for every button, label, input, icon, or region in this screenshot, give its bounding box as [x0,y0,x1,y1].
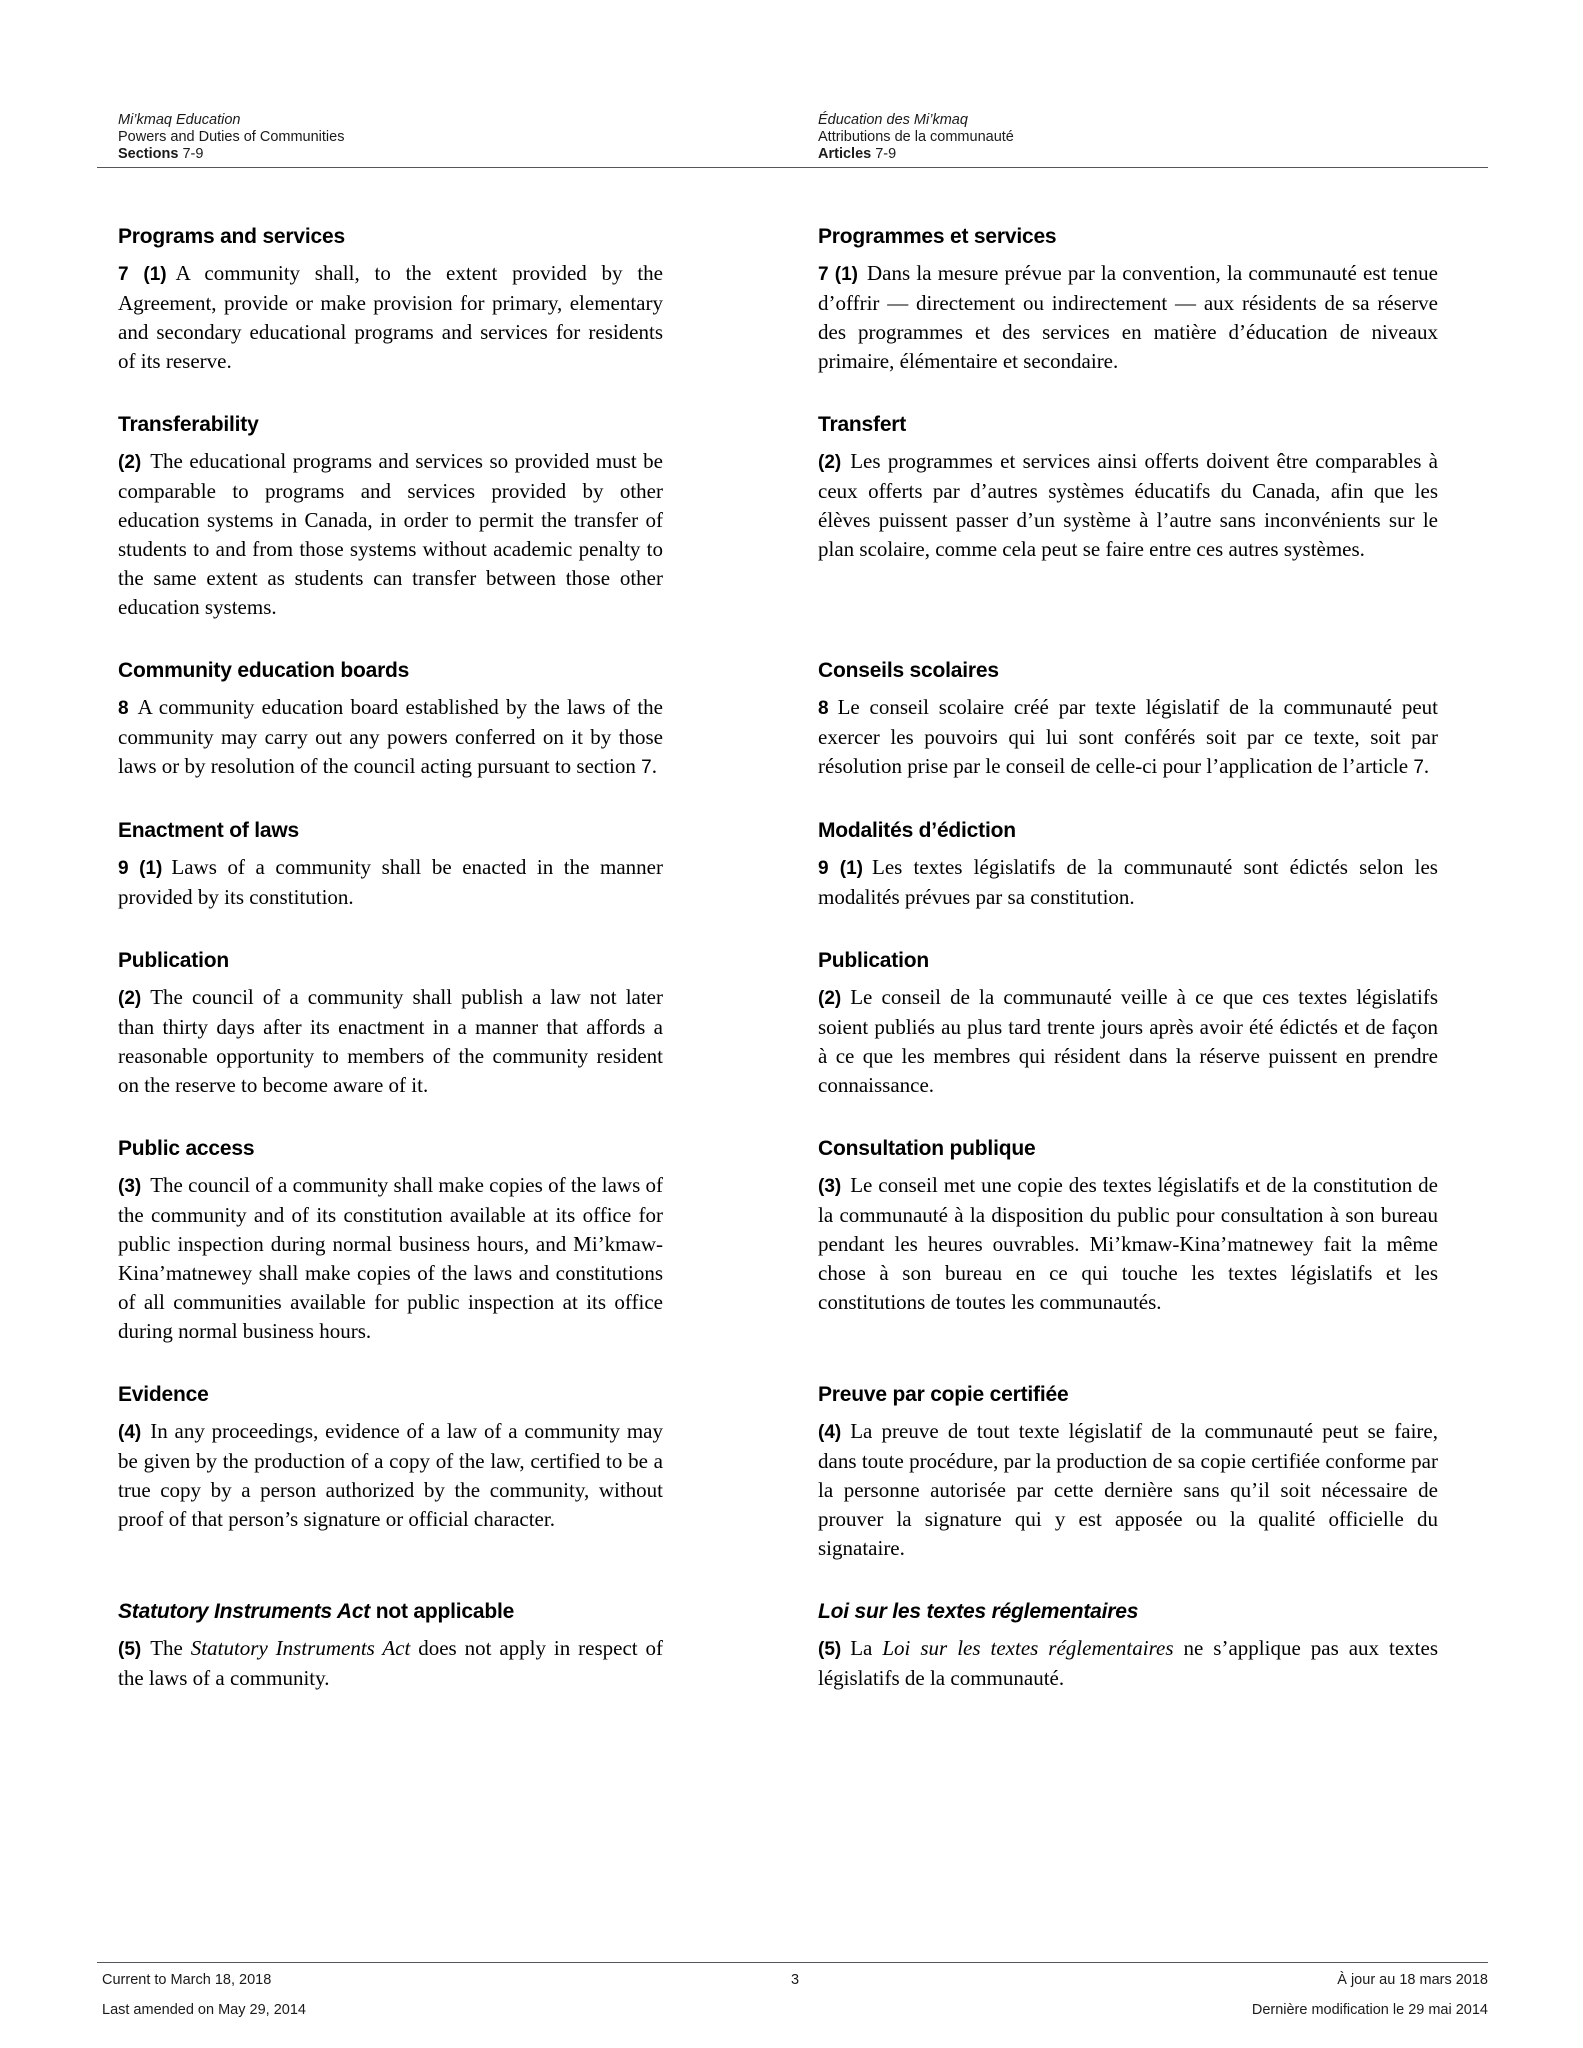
section-heading-fr: Consultation publique [818,1137,1036,1160]
doc-range-label-fr: Articles [818,146,872,162]
section-heading-fr: Publication [818,949,929,972]
doc-title-en: Mi’kmaq Education [118,112,241,128]
section-heading-en: Publication [118,949,229,972]
section-cell-fr [818,656,1438,782]
header-left [118,112,344,163]
section-cell-fr [818,222,1438,376]
section-heading-en: Community education boards [118,659,410,682]
footer-current-date-fr: À jour au 18 mars 2018 [1337,1972,1488,1988]
doc-range-label-en: Sections [118,146,179,162]
section-body-fr: (2) Les programmes et services ainsi offerts doivent être comparables à ceux offerts par d’autres systèmes éducatifs du Canada, afin que les élèves puissent passer d’un système à l’autre sans inconvénients sur le plan scolaire, comme cela peut se faire entre ces autres systèmes. [818,449,1438,561]
section-heading-fr: Transfert [818,413,907,436]
header-right [818,112,1014,163]
section-body-en: 9 (1) Laws of a community shall be enacted in the manner provided by its constitution. [118,855,663,909]
section-heading-fr: Programmes et services [818,225,1057,248]
footer-amended-date-en: Last amended on May 29, 2014 [102,2002,306,2018]
section-body-fr: 9 (1) Les textes législatifs de la communauté sont édictés selon les modalités prévues par sa constitution. [818,855,1438,909]
section-cell-fr [818,1134,1438,1346]
section-cell-en [118,222,663,376]
section-heading-fr: Conseils scolaires [818,659,999,682]
section-cell-en [118,1134,663,1346]
section-heading-fr: Loi sur les textes réglementaires [818,1600,1139,1623]
section-cell-fr [818,1597,1438,1693]
section-body-en: (4) In any proceedings, evidence of a law of a community may be given by the production of a copy of the law, certified to be a true copy by a person authorized by the community, without proof of that person’s signature or official character. [118,1419,663,1531]
section-cell-en [118,1380,663,1563]
section-body-fr: 7 (1) Dans la mesure prévue par la convention, la communauté est tenue d’offrir — directement ou indirectement — aux résidents de sa réserve des programmes et des services en matière d’éducation de niveaux primaire, élémentaire et secondaire. [818,261,1438,373]
section-cell-en [118,1597,663,1693]
section-heading-en: Programs and services [118,225,345,248]
doc-range-value-en: 7-9 [178,146,204,162]
footer-rule [97,1962,1488,1963]
section-cell-en [118,816,663,912]
section-heading-en: Public access [118,1137,255,1160]
section-body-en: 8 A community education board established by the laws of the community may carry out any powers conferred on it by those laws or by resolution of the council acting pursuant to section 7. [118,695,663,778]
section-body-fr: (3) Le conseil met une copie des textes législatifs et de la constitution de la communauté à la disposition du public pour consultation à son bureau pendant les heures ouvrables. Mi’kmaw-Kina’matnewey fait la même chose à son bureau en ce qui touche les textes législatifs et les constitutions de toutes les communautés. [818,1173,1438,1314]
section-cell-fr [818,1380,1438,1563]
doc-range-fr [818,146,1014,163]
doc-range-en [118,146,344,163]
section-body-fr: (4) La preuve de tout texte législatif de la communauté peut se faire, dans toute procédure, par la production de sa copie certifiée conforme par la personne autorisée par cette dernière sans qu’il soit nécessaire de prouver la signature qui y est apposée ou la qualité officielle du signataire. [818,1419,1438,1560]
section-body-fr: (5) La Loi sur les textes réglementaires ne s’applique pas aux textes législatifs de la communauté. [818,1636,1439,1690]
section-body-en: (5) The Statutory Instruments Act does not apply in respect of the laws of a community. [118,1636,663,1690]
section-heading-en: Statutory Instruments Act not applicable [118,1600,515,1623]
section-cell-fr [818,410,1438,622]
footer-current-date-en: Current to March 18, 2018 [102,1972,272,1988]
section-heading-en: Enactment of laws [118,819,299,842]
section-cell-fr [818,946,1438,1100]
section-body-fr: 8 Le conseil scolaire créé par texte législatif de la communauté peut exercer les pouvoirs qui lui sont conférés soit par ce texte, soit par résolution prise par le conseil de celle-ci pour l’application de l’article 7. [818,695,1438,778]
section-body-en: 7 (1) A community shall, to the extent provided by the Agreement, provide or make provision for primary, elementary and secondary educational programs and services for residents of its reserve. [118,261,663,373]
doc-title-fr: Éducation des Mi’kmaq [818,112,968,128]
footer-amended-date-fr: Dernière modification le 29 mai 2014 [1251,2002,1488,2018]
sections-grid [118,222,1438,1693]
section-body-en: (2) The educational programs and services so provided must be comparable to programs and services provided by other education systems in Canada, in order to permit the transfer of students to and from those systems without academic penalty to the same extent as students can transfer between those other education systems. [118,449,663,619]
section-cell-en [118,410,663,622]
doc-subtitle-en: Powers and Duties of Communities [118,129,345,145]
section-body-en: (2) The council of a community shall publish a law not later than thirty days after its enactment in a manner that affords a reasonable opportunity to members of the community resident on the reserve to become aware of it. [118,985,663,1097]
header-rule [97,167,1488,168]
section-body-en: (3) The council of a community shall make copies of the laws of the community and of its constitution available at its office for public inspection during normal business hours, and Mi’kmaw-Kina’matnewey shall make copies of the laws and constitutions of all communities available for public inspection at its office during normal business hours. [118,1173,663,1343]
section-heading-en: Transferability [118,413,259,436]
doc-range-value-fr: 7-9 [871,146,897,162]
section-body-fr: (2) Le conseil de la communauté veille à ce que ces textes législatifs soient publiés au plus tard trente jours après avoir été édictés et de façon à ce que les membres qui résident dans la réserve puissent en prendre connaissance. [818,985,1438,1097]
section-cell-en [118,656,663,782]
section-heading-en: Evidence [118,1383,209,1406]
section-heading-fr: Preuve par copie certifiée [818,1383,1069,1406]
section-heading-fr: Modalités d’édiction [818,819,1016,842]
page-number: 3 [790,1972,800,1988]
section-cell-fr [818,816,1438,912]
section-cell-en [118,946,663,1100]
doc-subtitle-fr: Attributions de la communauté [818,129,1014,145]
